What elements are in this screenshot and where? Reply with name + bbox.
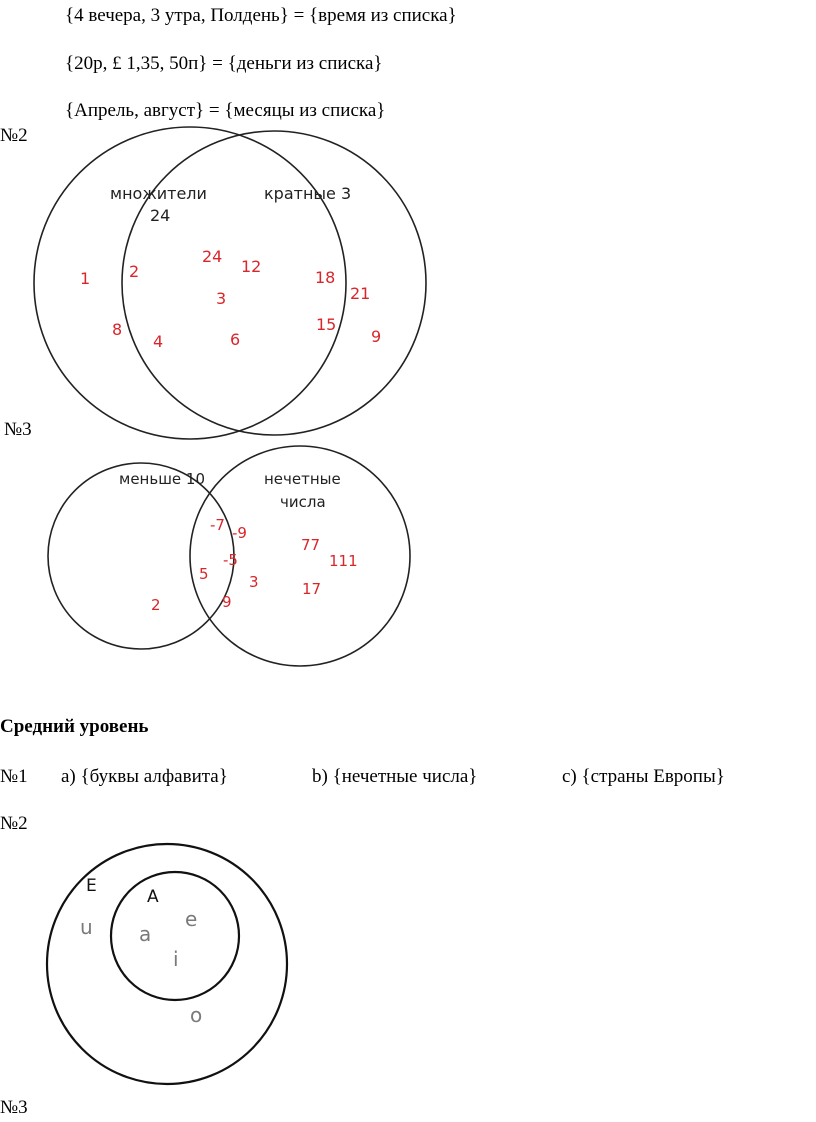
venn3-inner-letter: i xyxy=(173,947,179,971)
venn2-intersection-number: 5 xyxy=(199,565,209,583)
venn1-intersection-number: 3 xyxy=(216,289,227,308)
venn1-left-number: 1 xyxy=(80,269,91,288)
venn2-intersection-number: 9 xyxy=(222,593,232,611)
venn3-inner-letter: e xyxy=(185,907,198,931)
task1-option-c: c) {страны Европы} xyxy=(562,766,725,787)
venn1-right-number: 9 xyxy=(371,327,382,346)
venn2-intersection-number: -5 xyxy=(223,551,238,569)
venn1-intersection-number: 24 xyxy=(202,247,223,266)
venn2-right-label: нечетные xyxy=(264,470,341,488)
set-line-time: {4 вечера, 3 утра, Полдень} = {время из списка} xyxy=(65,5,457,26)
venn1-intersection-number: 6 xyxy=(230,330,241,349)
venn1-right-circle xyxy=(122,131,426,435)
venn1-left-number: 4 xyxy=(153,332,164,351)
venn2-intersection-number: -9 xyxy=(232,524,247,542)
venn1-right-number: 15 xyxy=(316,315,337,334)
venn2-right-number: 17 xyxy=(302,580,322,598)
task1-option-b: b) {нечетные числа} xyxy=(312,766,478,787)
venn2-right-number: 77 xyxy=(301,536,321,554)
set-line-money: {20р, £ 1,35, 50п} = {деньги из списка} xyxy=(65,53,383,74)
venn3-outer-label: E xyxy=(86,876,97,896)
venn3-inner-circle xyxy=(111,872,239,1000)
venn1-left-label: множители xyxy=(110,184,207,203)
venn2-right-number: 111 xyxy=(329,552,358,570)
venn2-right-label-line2: числа xyxy=(280,493,326,511)
venn1-left-label-number: 24 xyxy=(150,206,171,225)
venn3-outer-letter: u xyxy=(80,915,93,939)
venn3-inner-label: A xyxy=(147,887,159,907)
set-line-months: {Апрель, август} = {месяцы из списка} xyxy=(65,100,386,121)
section-title: Средний уровень xyxy=(0,716,149,737)
venn1-left-number: 2 xyxy=(129,262,140,281)
venn1-right-number: 18 xyxy=(315,268,336,287)
venn1-right-number: 21 xyxy=(350,284,371,303)
venn2-intersection-number: -7 xyxy=(210,516,225,534)
task2-label: №2 xyxy=(0,125,28,146)
venn2-intersection-number: 3 xyxy=(249,573,259,591)
task2b-label: №2 xyxy=(0,813,28,834)
venn1-right-label: кратные 3 xyxy=(264,184,352,203)
venn3-outer-letter: o xyxy=(190,1003,203,1027)
task1-option-a: a) {буквы алфавита} xyxy=(61,766,228,787)
task3b-label: №3 xyxy=(0,1097,28,1118)
venn3-inner-letter: a xyxy=(139,922,152,946)
venn1-intersection-number: 12 xyxy=(241,257,262,276)
venn2-left-number: 2 xyxy=(151,596,161,614)
task1-number: №1 xyxy=(0,766,28,787)
venn2-left-label: меньше 10 xyxy=(119,470,206,488)
task3-label: №3 xyxy=(4,419,32,440)
venn2-left-circle xyxy=(48,463,234,649)
venn1-left-number: 8 xyxy=(112,320,123,339)
venn3-outer-circle xyxy=(47,844,287,1084)
